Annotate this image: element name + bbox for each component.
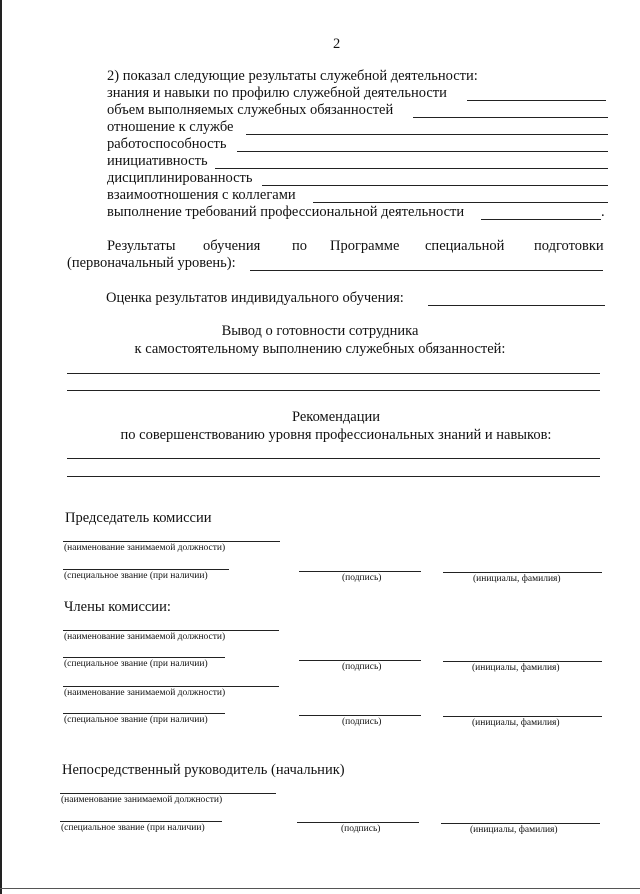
individual-line [428, 305, 605, 306]
member-name-line [443, 716, 602, 717]
member-position-caption: (наименование занимаемой должности) [64, 632, 226, 642]
result-item-label: отношение к службе [107, 119, 234, 135]
member-name-line [443, 661, 602, 662]
page-number: 2 [333, 36, 341, 52]
conclusion-title: Вывод о готовности сотрудника [221, 323, 419, 339]
member-position-caption: (наименование занимаемой должности) [64, 688, 226, 698]
result-item-label: дисциплинированность [107, 170, 253, 186]
member-name-caption: (инициалы, фамилия) [472, 663, 560, 673]
result-item-label: объем выполняемых служебных обязанностей [107, 102, 394, 118]
manager-signature-line [297, 822, 419, 823]
individual-label: Оценка результатов индивидуального обучения: [106, 290, 404, 306]
result-item-label: работоспособность [107, 136, 227, 152]
member-name-caption: (инициалы, фамилия) [472, 718, 560, 728]
result-item-line [467, 100, 606, 101]
result-item-line [413, 117, 608, 118]
chairman-position-line [63, 541, 280, 542]
training-line [250, 270, 603, 271]
result-item-label: выполнение требований профессиональной деятельности [107, 204, 465, 220]
member-rank-caption: (специальное звание (при наличии) [64, 715, 208, 725]
scan-bottom-edge [0, 888, 640, 889]
chairman-name-line [443, 572, 602, 573]
member-position-line [63, 686, 279, 687]
result-item-line [313, 202, 608, 203]
result-item-label: знания и навыки по профилю служебной деятельности [107, 85, 447, 101]
result-item-label: инициативность [107, 153, 208, 169]
manager-signature-caption: (подпись) [341, 824, 381, 834]
result-item-label: взаимоотношения с коллегами [107, 187, 296, 203]
results-heading: 2) показал следующие результаты служебной деятельности: [107, 68, 478, 84]
result-item-line [481, 219, 601, 220]
chairman-heading: Председатель комиссии [65, 510, 212, 526]
member-signature-caption: (подпись) [342, 662, 382, 672]
manager-name-line [441, 823, 600, 824]
recommendations-line [67, 476, 600, 477]
member-rank-line [63, 713, 225, 714]
training-word: обучения [203, 238, 261, 254]
chairman-rank-line [63, 569, 229, 570]
manager-rank-line [60, 821, 222, 822]
manager-heading: Непосредственный руководитель (начальник) [62, 762, 345, 778]
training-word: по [292, 238, 308, 254]
manager-position-line [60, 793, 276, 794]
chairman-position-caption: (наименование занимаемой должности) [64, 543, 226, 553]
member-signature-line [299, 660, 421, 661]
result-item-line [246, 134, 608, 135]
chairman-signature-line [299, 571, 421, 572]
result-end-dot: . [601, 204, 605, 220]
members-heading: Члены комиссии: [64, 599, 171, 615]
member-rank-line [63, 657, 225, 658]
result-item-line [262, 185, 608, 186]
member-rank-caption: (специальное звание (при наличии) [64, 659, 208, 669]
training-word: Результаты [107, 238, 176, 254]
training-word: Программе [330, 238, 400, 254]
manager-name-caption: (инициалы, фамилия) [470, 825, 558, 835]
manager-rank-caption: (специальное звание (при наличии) [61, 823, 205, 833]
conclusion-subtitle: к самостоятельному выполнению служебных обязанностей: [134, 341, 506, 357]
recommendations-title: Рекомендации [291, 409, 381, 425]
recommendations-line [67, 458, 600, 459]
training-word: подготовки [534, 238, 604, 254]
result-item-line [215, 168, 608, 169]
scan-left-edge [0, 0, 2, 894]
chairman-name-caption: (инициалы, фамилия) [473, 574, 561, 584]
chairman-signature-caption: (подпись) [342, 573, 382, 583]
member-signature-line [299, 715, 421, 716]
member-signature-caption: (подпись) [342, 717, 382, 727]
training-level-label: (первоначальный уровень): [67, 255, 236, 271]
member-position-line [63, 630, 279, 631]
chairman-rank-caption: (специальное звание (при наличии) [64, 571, 208, 581]
manager-position-caption: (наименование занимаемой должности) [61, 795, 223, 805]
recommendations-subtitle: по совершенствованию уровня профессиональных знаний и навыков: [120, 427, 552, 443]
conclusion-line [67, 390, 600, 391]
training-word: специальной [425, 238, 505, 254]
conclusion-line [67, 373, 600, 374]
result-item-line [237, 151, 608, 152]
